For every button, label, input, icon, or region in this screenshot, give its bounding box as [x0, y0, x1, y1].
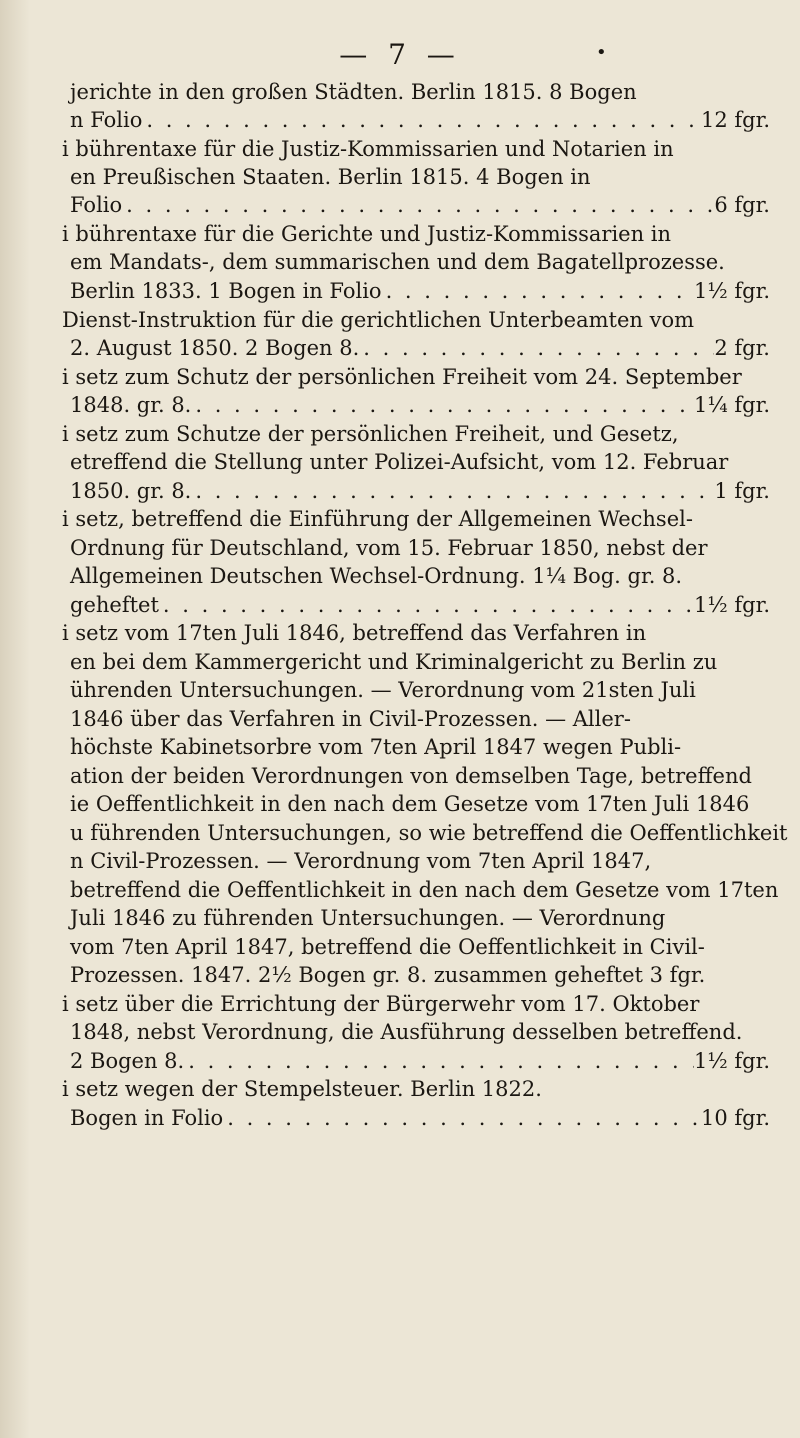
- entry-title-line: i setz zum Schutz der persönlichen Freiheit vom 24. September: [62, 365, 742, 389]
- text-line: ation der beiden Verordnungen von demselben Tage, betreffend: [70, 764, 752, 788]
- text-line: em Mandats-, dem summarischen und dem Bagatellprozesse.: [70, 250, 725, 274]
- priced-line: [70, 1104, 770, 1132]
- priced-line: [70, 391, 770, 419]
- dot-leader: [142, 106, 701, 134]
- line-text: Bogen in Folio: [70, 1106, 224, 1130]
- entry-title-line: i bührentaxe für die Gerichte und Justiz-Kommissarien in: [62, 222, 672, 246]
- dot-leader: [191, 391, 694, 419]
- ink-mark: •: [596, 42, 607, 63]
- text-line: betreffend die Oeffentlichkeit in den nach dem Gesetze vom 17ten: [70, 878, 779, 902]
- page-number-header: — 7 —: [339, 38, 461, 71]
- price: 1¼ fgr.: [693, 393, 770, 417]
- priced-line: [70, 191, 770, 219]
- price: 1½ fgr.: [693, 279, 770, 303]
- line-text: n Folio: [70, 108, 143, 132]
- entry-title-line: Dienst-Instruktion für die gerichtlichen Unterbeamten vom: [62, 308, 695, 332]
- price: 6 fgr.: [714, 193, 770, 217]
- line-text: 2 Bogen 8.: [70, 1049, 185, 1073]
- price: 2 fgr.: [714, 336, 770, 360]
- dot-leader: [382, 277, 694, 305]
- entry-title-line: i setz wegen der Stempelsteuer. Berlin 1822.: [62, 1077, 542, 1101]
- entry-title-line: i setz vom 17ten Juli 1846, betreffend das Verfahren in: [62, 621, 647, 645]
- dot-leader: [223, 1104, 701, 1132]
- priced-line: [70, 477, 770, 505]
- dot-leader: [159, 591, 694, 619]
- text-line: höchste Kabinetsorbre vom 7ten April 1847 wegen Publi-: [70, 735, 682, 759]
- text-line: Ordnung für Deutschland, vom 15. Februar 1850, nebst der: [70, 536, 708, 560]
- line-text: geheftet: [70, 593, 159, 617]
- entry-title-line: i bührentaxe für die Justiz-Kommissarien und Notarien in: [62, 137, 674, 161]
- priced-line: [70, 106, 770, 134]
- text-line: Allgemeinen Deutschen Wechsel-Ordnung. 1¼ Bog. gr. 8.: [70, 564, 683, 588]
- text-line: vom 7ten April 1847, betreffend die Oeffentlichkeit in Civil-: [70, 935, 705, 959]
- page-gutter-shadow: [0, 0, 30, 1438]
- priced-line: [70, 591, 770, 619]
- price: 10 fgr.: [700, 1106, 770, 1130]
- price: 1 fgr.: [714, 479, 770, 503]
- text-line: 1848, nebst Verordnung, die Ausführung desselben betreffend.: [70, 1020, 743, 1044]
- text-line: n Civil-Prozessen. — Verordnung vom 7ten April 1847,: [70, 849, 652, 873]
- text-line: en Preußischen Staaten. Berlin 1815. 4 Bogen in: [70, 165, 591, 189]
- dot-leader: [122, 191, 714, 219]
- price: 12 fgr.: [700, 108, 770, 132]
- priced-line: [70, 1047, 770, 1075]
- priced-line: [70, 277, 770, 305]
- line-text: 1850. gr. 8.: [70, 479, 192, 503]
- text-line: en bei dem Kammergericht und Kriminalgericht zu Berlin zu: [70, 650, 718, 674]
- entry-title-line: i setz über die Errichtung der Bürgerwehr vom 17. Oktober: [62, 992, 700, 1016]
- text-line: u führenden Untersuchungen, so wie betreffend die Oeffentlichkeit: [70, 821, 788, 845]
- text-line: jerichte in den großen Städten. Berlin 1815. 8 Bogen: [70, 80, 637, 104]
- line-text: 1848. gr. 8.: [70, 393, 192, 417]
- text-line: Prozessen. 1847. 2½ Bogen gr. 8. zusammen geheftet 3 fgr.: [70, 963, 706, 987]
- text-line: Juli 1846 zu führenden Untersuchungen. — Verordnung: [70, 906, 666, 930]
- priced-line: [70, 334, 770, 362]
- dot-leader: [184, 1047, 694, 1075]
- price: 1½ fgr.: [693, 593, 770, 617]
- line-text: Berlin 1833. 1 Bogen in Folio: [70, 279, 382, 303]
- price: 1½ fgr.: [693, 1049, 770, 1073]
- entry-title-line: i setz, betreffend die Einführung der Allgemeinen Wechsel-: [62, 507, 693, 531]
- line-text: 2. August 1850. 2 Bogen 8.: [70, 336, 360, 360]
- text-line: ührenden Untersuchungen. — Verordnung vom 21sten Juli: [70, 678, 696, 702]
- dot-leader: [191, 477, 714, 505]
- line-text: Folio: [70, 193, 123, 217]
- dot-leader: [359, 334, 714, 362]
- text-line: etreffend die Stellung unter Polizei-Aufsicht, vom 12. Februar: [70, 450, 729, 474]
- text-line: 1846 über das Verfahren in Civil-Prozessen. — Aller-: [70, 707, 631, 731]
- entry-title-line: i setz zum Schutze der persönlichen Freiheit, und Gesetz,: [62, 422, 679, 446]
- text-line: ie Oeffentlichkeit in den nach dem Gesetze vom 17ten Juli 1846: [70, 792, 750, 816]
